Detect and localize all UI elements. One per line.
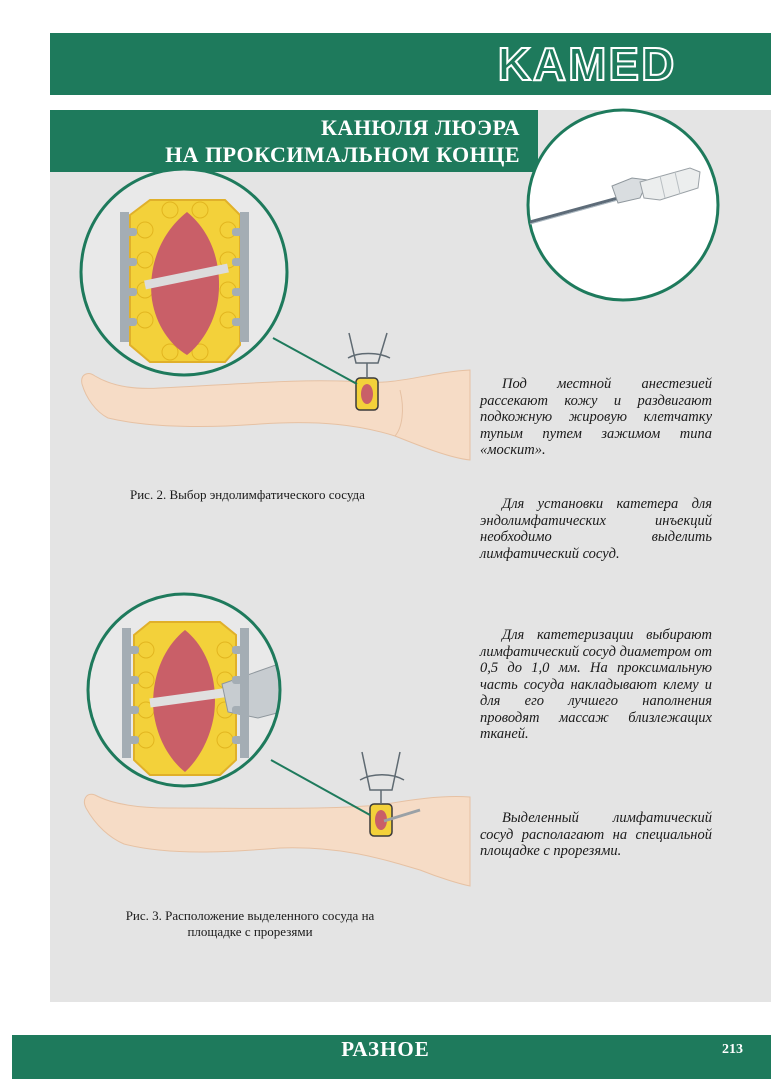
title-line-2: НА ПРОКСИМАЛЬНОМ КОНЦЕ: [165, 142, 520, 167]
logo-text: KAMED: [497, 42, 677, 86]
paragraph-1: Под местной анестезией рассекают кожу и раздвигают подкожную жировую клетчатку тупым путем зажимом типа «москит».: [480, 376, 712, 458]
zoom-inset-2: [80, 590, 300, 800]
paragraph-4: Выделенный лимфатический сосуд располагают на специальной площадке с прорезями.: [480, 810, 712, 859]
paragraph-3: Для катетеризации выбирают лимфатический сосуд диаметром от 0,5 до 1,0 мм. На проксимальную часть сосуда накладывают клему и для его лучшего наполнения проводят массаж близлежащих тканей.: [480, 627, 712, 742]
page-number: 213: [722, 1042, 743, 1057]
paragraph-2: Для установки катетера для эндолимфатических инъекций необходимо выделить лимфатический сосуд.: [480, 496, 712, 562]
callout-line-1: [273, 338, 357, 384]
figure-3-caption: Рис. 3. Расположение выделенного сосуда на площадке с прорезями: [125, 908, 375, 939]
section-title: РАЗНОЕ: [341, 1037, 430, 1061]
cannula-inset: [528, 110, 718, 300]
title-line-1: КАНЮЛЯ ЛЮЭРА: [320, 115, 520, 140]
figure-2-caption: Рис. 2. Выбор эндолимфатического сосуда: [130, 487, 365, 502]
zoom-inset-1: [70, 160, 300, 390]
callout-line-2: [271, 760, 370, 815]
